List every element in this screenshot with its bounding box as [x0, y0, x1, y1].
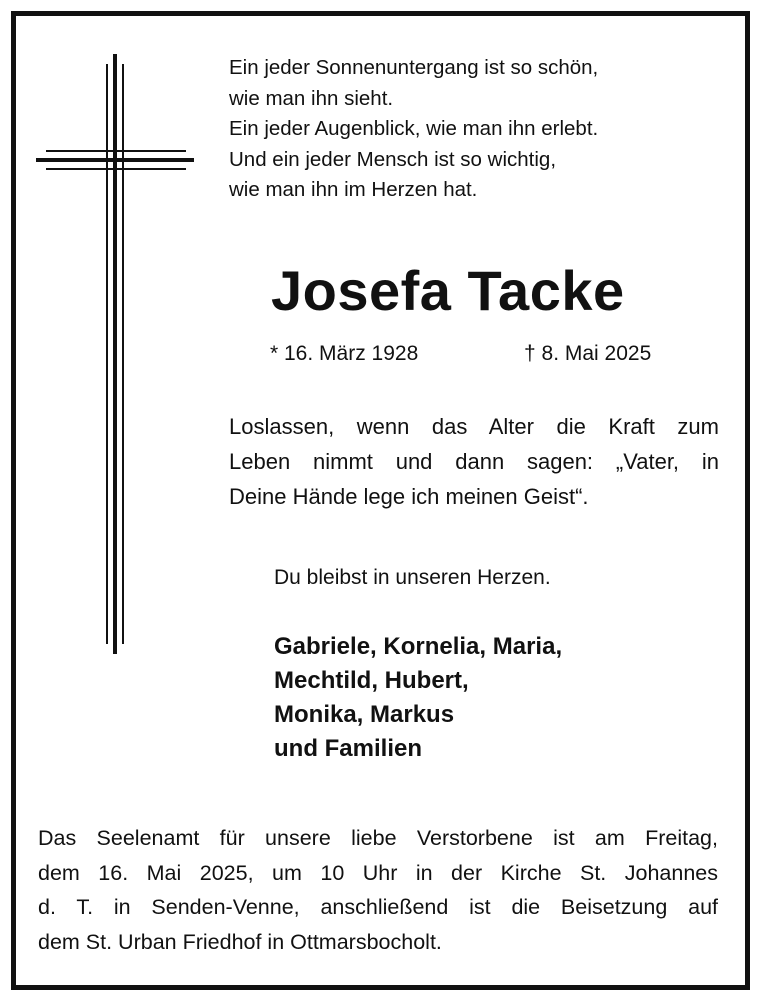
- poem-line: Und ein jeder Mensch ist so wichtig,: [229, 147, 557, 171]
- mourners-list: [274, 630, 562, 766]
- quote-line: Loslassen, wenn das Alter die Kraft zum: [229, 414, 719, 439]
- poem-line: Ein jeder Sonnenuntergang ist so schön,: [229, 56, 599, 79]
- cross-icon: [36, 54, 196, 654]
- poem: [229, 53, 598, 206]
- mourner-line: Gabriele, Kornelia, Maria,: [274, 633, 563, 660]
- service-line: d. T. in Senden-Venne, anschließend ist die Beisetzung auf: [38, 895, 718, 919]
- farewell-text: Du bleibst in unseren Herzen.: [274, 566, 551, 589]
- poem-line: Ein jeder Augenblick, wie man ihn erlebt.: [229, 117, 599, 140]
- death-date: † 8. Mai 2025: [524, 342, 652, 365]
- service-line: Das Seelenamt für unsere liebe Verstorbene ist am Freitag,: [38, 826, 718, 850]
- poem-line: wie man ihn im Herzen hat.: [229, 178, 478, 201]
- birth-date: * 16. März 1928: [270, 342, 419, 365]
- deceased-name: Josefa Tacke: [271, 259, 625, 322]
- mourner-line: Monika, Markus: [274, 701, 455, 728]
- service-line: dem 16. Mai 2025, um 10 Uhr in der Kirche St. Johannes: [38, 860, 718, 885]
- service-line: dem St. Urban Friedhof in Ottmarsbocholt.: [38, 929, 442, 954]
- quote-line: Leben nimmt und dann sagen: „Vater, in: [229, 449, 719, 474]
- poem-line: wie man ihn sieht.: [229, 86, 394, 110]
- quote: [229, 409, 719, 514]
- quote-line: Deine Hände lege ich meinen Geist“.: [229, 484, 589, 509]
- mourner-line: Mechtild, Hubert,: [274, 667, 469, 694]
- mourner-line: und Familien: [274, 735, 423, 762]
- service-notice: [38, 821, 718, 959]
